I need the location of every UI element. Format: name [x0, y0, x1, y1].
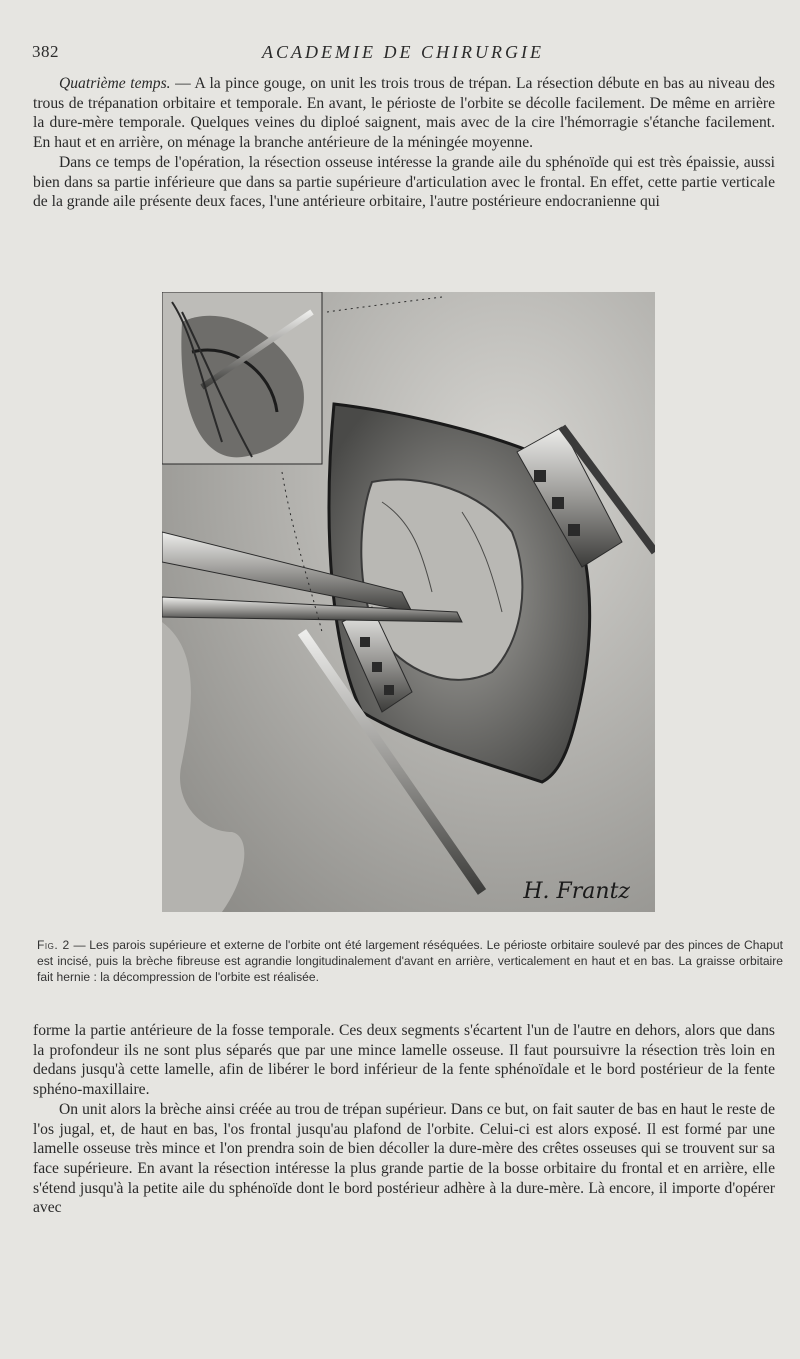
illustration-drawing [162, 292, 655, 912]
paragraph-quatrieme-temps [33, 74, 775, 153]
text-before-figure [33, 74, 775, 212]
paragraph-fosse-temporale: forme la partie antérieure de la fosse temporale. Ces deux segments s'écartent l'un de l'autre en dehors, alors que dans la profondeur ils ne sont plus séparés que par une mince lamelle osseuse. Il faut poursuivre la résection très loin en dedans jusqu'à cette lamelle, afin de libérer le bord inférieur de la fente sphénoïdale et le bord postérieur de la fente sphéno-maxillaire. [33, 1022, 775, 1099]
paragraph-body: — A la pince gouge, on unit les trois trous de trépan. La résection débute en bas au niveau des trous de trépanation orbitaire et temporale. En avant, le périoste de l'orbite se décolle facilement. De même en arrière la dure-mère temporale. Quelques veines du diploé saignent, mais avec de la cire l'hémorragie s'étanche facilement. En haut et en arrière, on ménage la branche antérieure de la méningée moyenne. [33, 75, 775, 152]
caption-text: — Les parois supérieure et externe de l'orbite ont été largement réséquées. Le périoste orbitaire soulevé par des pinces de Chaput est incisé, puis la brèche fibreuse est agrandie longitudinalement d'avant en arrière, verticalement en haut et en bas. La graisse orbitaire fait hernie : la décompression de l'orbite est réalisée. [37, 938, 783, 984]
paragraph-resection: Dans ce temps de l'opération, la résection osseuse intéresse la grande aile du sphénoïde qui est très épaissie, aussi bien dans sa partie inférieure que dans sa partie supérieure d'articulation avec le frontal. En effet, cette partie verticale de la grande aile présente deux faces, l'une antérieure orbitaire, l'autre postérieure endocranienne qui [33, 153, 775, 211]
text-after-figure [33, 1021, 775, 1218]
artist-signature: H. Frantz [523, 879, 630, 904]
paragraph-breche: On unit alors la brèche ainsi créée au trou de trépan supérieur. Dans ce but, on fait sauter de bas en haut le reste de l'os jugal, et, de haut en bas, l'os frontal jusqu'au plafond de l'orbite. Celui-ci est alors exposé. Il est formé par une lamelle osseuse très mince et l'on prendra soin de bien décoller la dure-mère des crêtes osseuses qui se trouvent sur sa face supérieure. En avant la résection intéresse la plus grande partie de la bosse orbitaire du frontal et en arrière, elle s'étend jusqu'à la petite aile du sphénoïde dont le bord postérieur adhère à la dure-mère. Là encore, il importe d'opérer avec [33, 1100, 775, 1217]
page-header [32, 42, 774, 68]
paragraph-lead: Quatrième temps. [59, 75, 171, 92]
running-title: ACADEMIE DE CHIRURGIE [262, 42, 544, 62]
surgical-illustration [162, 292, 655, 912]
figure-label: Fig. 2 [37, 938, 70, 952]
page-number: 382 [32, 42, 59, 61]
inset-detail [162, 292, 322, 464]
figure-caption [37, 938, 783, 985]
